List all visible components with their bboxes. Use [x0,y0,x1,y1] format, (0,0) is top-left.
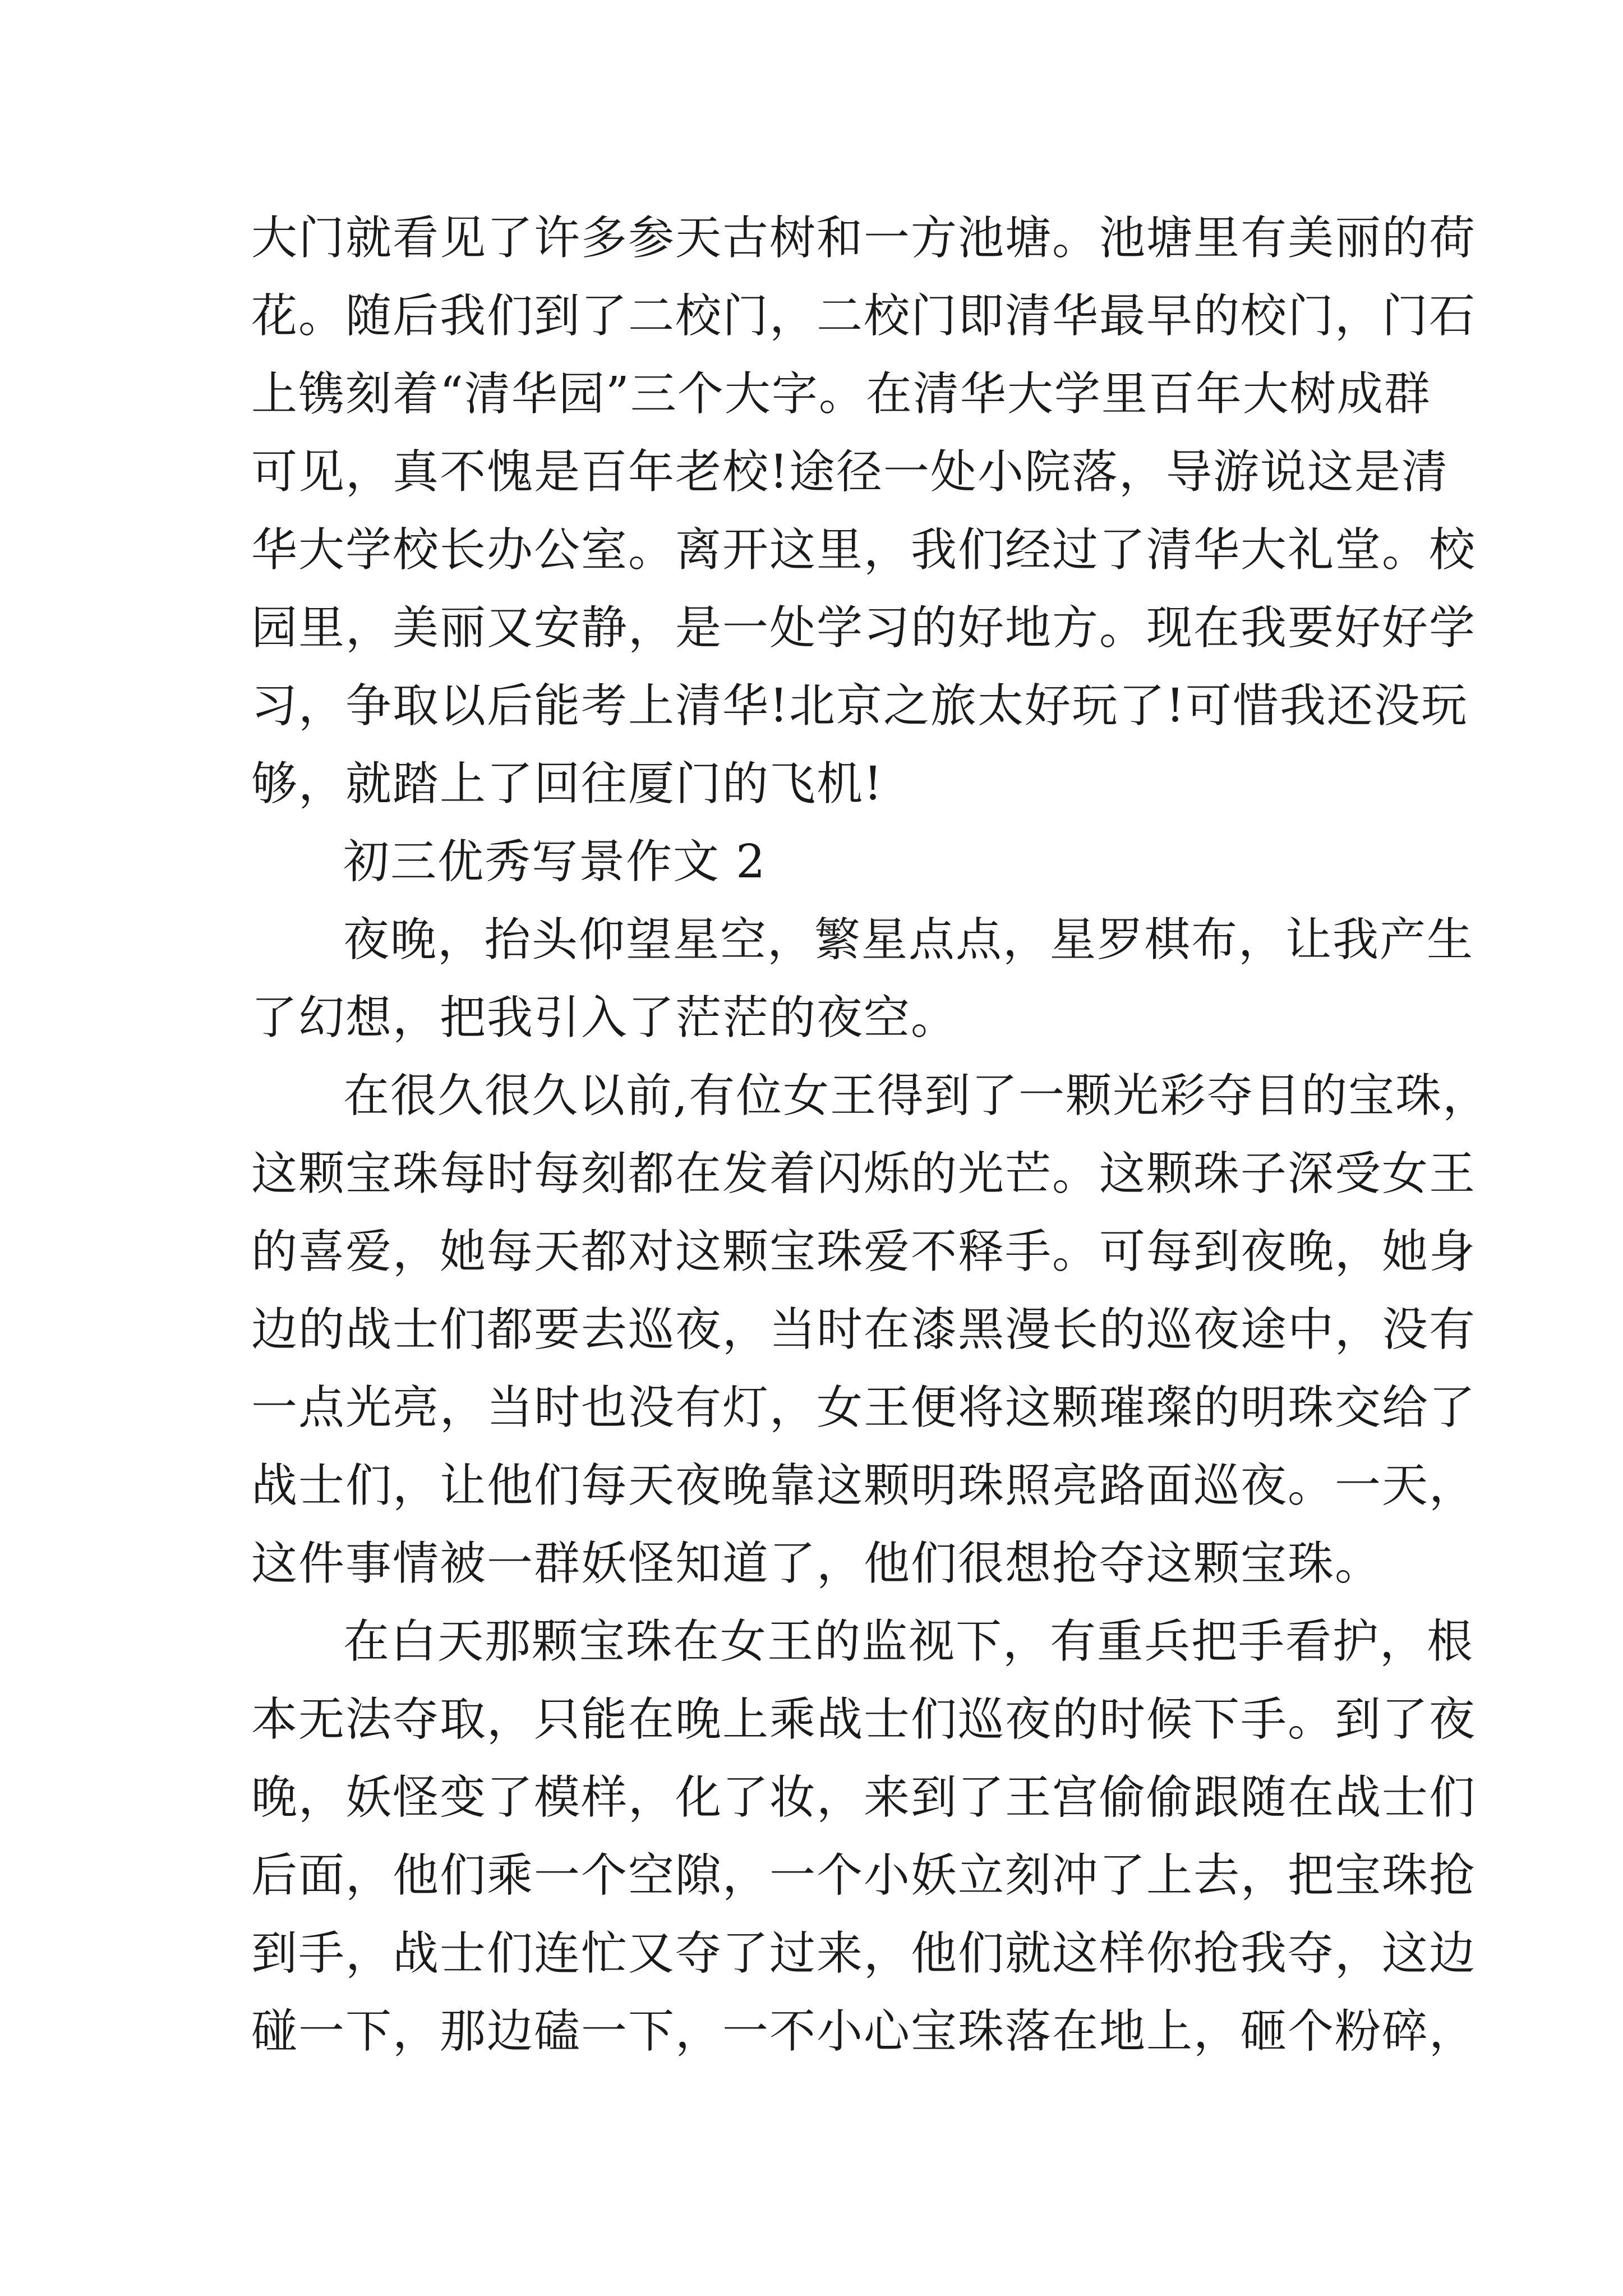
text-line: 战士们，让他们每天夜晚靠这颗明珠照亮路面巡夜。一天， [251,1459,1477,1512]
text-line: 了幻想，把我引入了茫茫的夜空。 [251,991,958,1045]
paragraph-first-line: 在白天那颗宝珠在女王的监视下，有重兵把手看护，根 [343,1615,1474,1668]
text-line: 大门就看见了许多参天古树和一方池塘。池塘里有美丽的荷 [251,211,1477,265]
text-line: 习，争取以后能考上清华!北京之旅太好玩了!可惜我还没玩 [251,679,1468,733]
text-line: 后面，他们乘一个空隙，一个小妖立刻冲了上去，把宝珠抢 [251,1849,1477,1902]
text-line: 华大学校长办公室。离开这里，我们经过了清华大礼堂。校 [251,523,1477,577]
text-line: 够，就踏上了回往厦门的飞机! [251,757,883,811]
text-line: 一点光亮，当时也没有灯，女王便将这颗璀璨的明珠交给了 [251,1381,1477,1434]
text-line: 碰一下，那边磕一下，一不小心宝珠落在地上，砸个粉碎， [251,2005,1477,2058]
text-line: 到手，战士们连忙又夺了过来，他们就这样你抢我夺，这边 [251,1927,1477,1980]
text-line: 园里，美丽又安静，是一处学习的好地方。现在我要好好学 [251,601,1477,655]
paragraph-first-line: 在很久很久以前,有位女王得到了一颗光彩夺目的宝珠， [343,1069,1490,1122]
text-line: 晚，妖怪变了模样，化了妆，来到了王宫偷偷跟随在战士们 [251,1771,1477,1824]
essay-body [251,199,1490,2070]
text-line: 上镌刻着“清华园”三个大字。在清华大学里百年大树成群 [251,367,1431,421]
text-line: 本无法夺取，只能在晚上乘战士们巡夜的时候下手。到了夜 [251,1693,1477,1746]
text-line: 这件事情被一群妖怪知道了，他们很想抢夺这颗宝珠。 [251,1537,1382,1590]
text-line: 花。随后我们到了二校门，二校门即清华最早的校门，门石 [251,289,1477,343]
essay-title: 初三优秀写景作文 2 [343,835,767,889]
text-line: 的喜爱，她每天都对这颗宝珠爱不释手。可每到夜晚，她身 [251,1225,1477,1278]
text-line: 边的战士们都要去巡夜，当时在漆黑漫长的巡夜途中，没有 [251,1303,1477,1356]
paragraph-first-line: 夜晚，抬头仰望星空，繁星点点，星罗棋布，让我产生 [343,913,1474,967]
text-line: 可见，真不愧是百年老校!途径一处小院落，导游说这是清 [251,445,1449,499]
text-line: 这颗宝珠每时每刻都在发着闪烁的光芒。这颗珠子深受女王 [251,1147,1477,1200]
